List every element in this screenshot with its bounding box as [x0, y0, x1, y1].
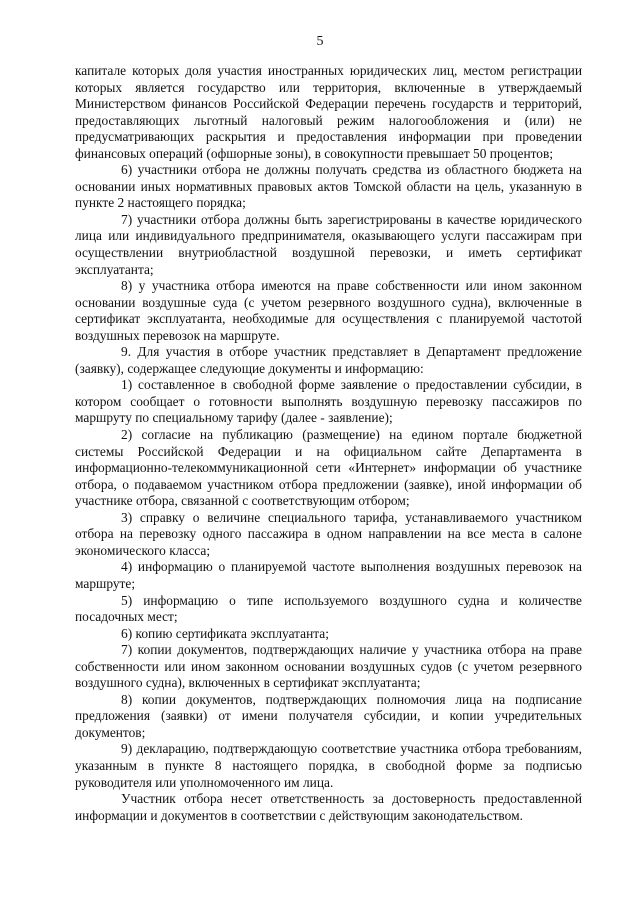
paragraph-doc-1-statement: 1) составленное в свободной форме заявление о предоставлении субсидии, в котором сообщает о готовности выполнять воздушную перевозку пассажиров по маршруту по специальному тарифу (далее - заявление);: [75, 377, 582, 426]
paragraph-doc-4-frequency: 4) информацию о планируемой частоте выполнения воздушных перевозок на маршруте;: [75, 559, 582, 591]
paragraph-doc-9-declaration: 9) декларацию, подтверждающую соответствие участника отбора требованиям, указанным в пункте 8 настоящего порядка, в свободной форме за подписью руководителя или уполномоченного им лица.: [75, 741, 582, 790]
paragraph-doc-2-consent: 2) согласие на публикацию (размещение) на едином портале бюджетной системы Российской Федерации и на официальном сайте Департамента в информационно-телекоммуникационной сети «Интернет» информации об участнике отбора, о подаваемом участником отбора предложении (заявке), иной информации об участнике отбора, связанной с соответствующим отбором;: [75, 427, 582, 509]
paragraph-doc-5-aircraft-type: 5) информацию о типе используемого воздушного судна и количестве посадочных мест;: [75, 592, 582, 625]
paragraph-doc-7-ownership: 7) копии документов, подтверждающих наличие у участника отбора на праве собственности или ином законном основании воздушных судов (с учетом резервного воздушного судна), включенных в сертификат эксплуатанта;: [75, 642, 582, 691]
paragraph-item-6-no-regional-budget: 6) участники отбора не должны получать средства из областного бюджета на основании иных нормативных правовых актов Томской области на цель, указанную в пункте 2 настоящего порядка;: [75, 162, 582, 211]
document-body: [75, 63, 582, 824]
paragraph-responsibility: Участник отбора несет ответственность за достоверность предоставленной информации и документов в соответствии с действующим законодательством.: [75, 791, 582, 823]
paragraph-section-9-application: 9. Для участия в отборе участник представляет в Департамент предложение (заявку), содержащее следующие документы и информацию:: [75, 344, 582, 376]
paragraph-doc-8-authority: 8) копии документов, подтверждающих полномочия лица на подписание предложения (заявки) от имени получателя субсидии, и копии учредительных документов;: [75, 691, 582, 740]
paragraph-item-7-registration: 7) участники отбора должны быть зарегистрированы в качестве юридического лица или индивидуального предпринимателя, оказывающего услуги пассажирам при осуществлении внутриобластной воздушной перевозки, и иметь сертификат эксплуатанта;: [75, 211, 582, 277]
page-number: 5: [316, 34, 324, 49]
paragraph-doc-6-certificate: 6) копию сертификата эксплуатанта;: [121, 625, 329, 641]
paragraph-offshore-continuation: капитале которых доля участия иностранных юридических лиц, местом регистрации которых является государство или территория, включенные в утверждаемый Министерством финансов Российской Федерации перечень государств и территорий, предоставляющих льготный налоговый режим налогообложения и (или) не предусматривающих раскрытия и предоставления информации при проведении финансовых операций (офшорные зоны), в совокупности превышает 50 процентов;: [75, 63, 582, 161]
paragraph-item-8-aircraft: 8) у участника отбора имеются на праве собственности или ином законном основании воздушные суда (с учетом резервного воздушного судна), включенные в сертификат эксплуатанта, необходимые для осуществления с планируемой частотой воздушных перевозок на маршруте.: [75, 278, 582, 343]
paragraph-doc-3-tariff: 3) справку о величине специального тарифа, устанавливаемого участником отбора на перевозку одного пассажира в одном направлении на все места в салоне экономического класса;: [75, 509, 582, 558]
